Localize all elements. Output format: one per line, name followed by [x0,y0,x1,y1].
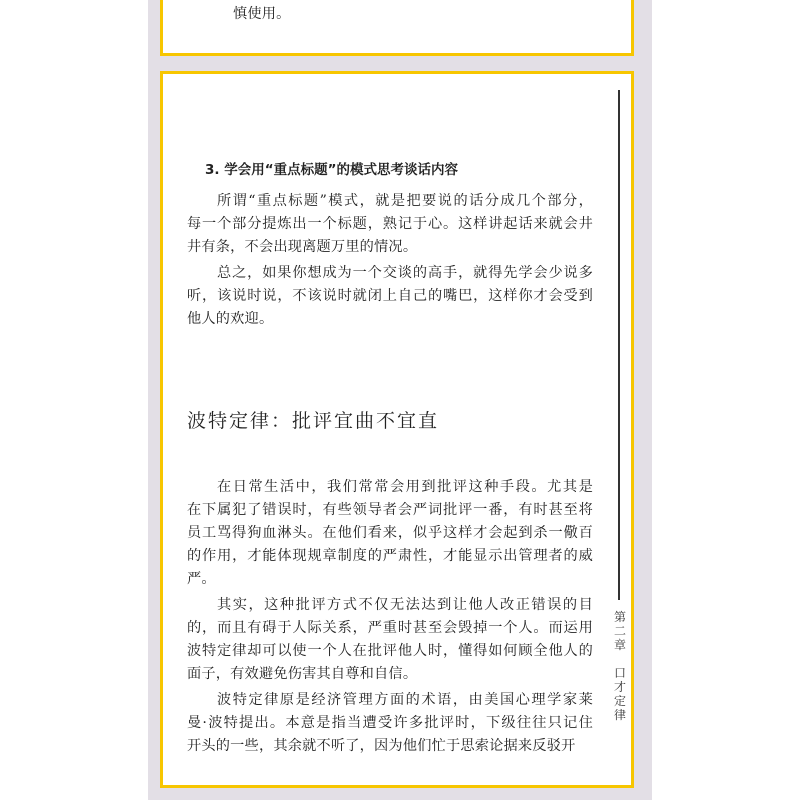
section-heading: 3. 学会用“重点标题”的模式思考谈话内容 [205,162,458,178]
body-line: 在日常生活中，我们常常会用到批评这种手段。尤其是 [217,479,593,495]
chapter-title: 波特定律：批评宜曲不宜直 [187,410,440,432]
body-line: 波特定律原是经济管理方面的术语，由美国心理学家莱 [217,692,593,708]
page-card [160,71,634,788]
body-line: 波特定律却可以使一个人在批评他人时，懂得如何顾全他人的 [187,643,593,659]
body-line: 总之，如果你想成为一个交谈的高手，就得先学会少说多 [217,265,593,281]
previous-page-card [160,0,634,56]
body-line: 面子，有效避免伤害其自尊和自信。 [187,666,418,682]
body-line: 每一个部分提炼出一个标题，熟记于心。这样讲起话来就会井 [187,216,593,232]
running-head-chapter: 第 二 章 [613,610,626,652]
body-line: 听，该说时说，不该说时就闭上自己的嘴巴，这样你才会受到 [187,288,593,304]
body-line: 井有条，不会出现离题万里的情况。 [187,239,418,255]
body-line: 其实，这种批评方式不仅无法达到让他人改正错误的目 [217,597,593,613]
body-line: 所谓“重点标题”模式，就是把要说的话分成几个部分， [217,193,593,209]
body-line: 开头的一些，其余就不听了，因为他们忙于思索论据来反驳开 [187,738,576,754]
body-line: 他人的欢迎。 [187,311,274,327]
body-line: 严。 [187,571,216,587]
running-head [613,610,627,722]
body-line: 的作用，才能体现规章制度的严肃性，才能显示出管理者的威 [187,548,593,564]
body-line: 的，而且有碍于人际关系，严重时甚至会毁掉一个人。而运用 [187,620,593,636]
running-head-rule [618,90,620,600]
body-line: 在下属犯了错误时，有些领导者会严词批评一番，有时甚至将 [187,502,593,518]
running-head-title: 口 才 定 律 [613,666,626,722]
body-line: 曼·波特提出。本意是指当遭受许多批评时，下级往往只记住 [187,715,593,731]
body-line: 员工骂得狗血淋头。在他们看来，似乎这样才会起到杀一儆百 [187,525,593,541]
body-line: 慎使用。 [233,6,291,22]
